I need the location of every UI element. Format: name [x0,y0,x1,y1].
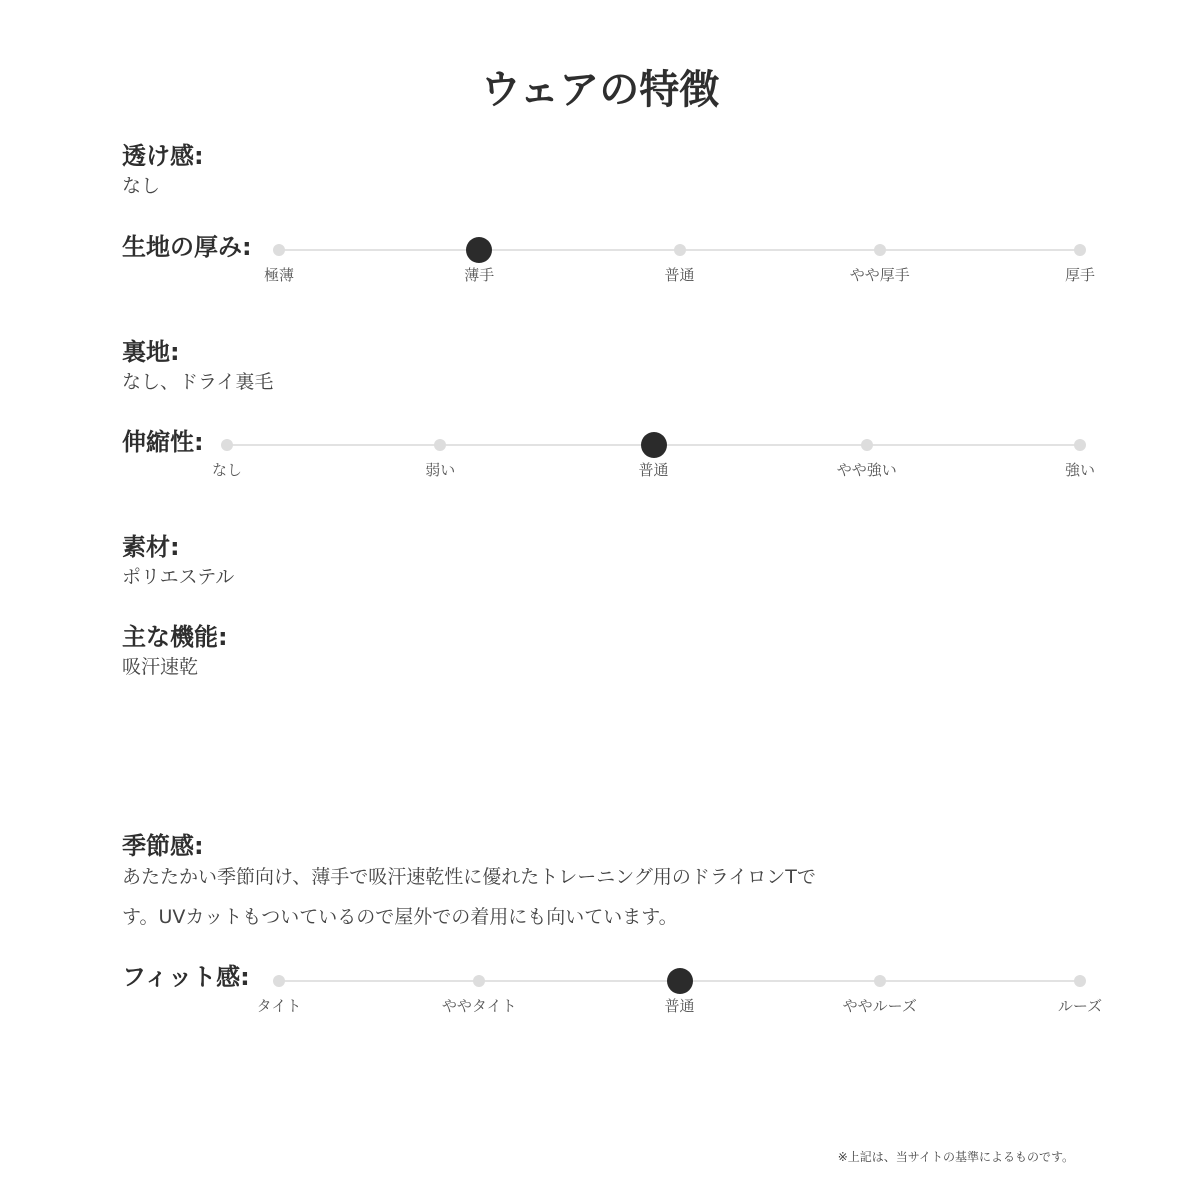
material-value: ポリエステル [122,566,235,588]
fit-option-label: 普通 [664,997,695,1015]
function-label: 主な機能: [122,623,228,651]
fit-selected-marker [667,968,693,994]
stretch-label: 伸縮性: [122,428,204,456]
stretch-scale [0,444,1200,504]
thickness-option-dot [273,244,285,256]
thickness-option-label: やや厚手 [849,266,910,284]
fit-option-label: ルーズ [1057,997,1103,1015]
season-description-line-2: す。UVカットもついているので屋外での着用にも向いています。 [122,906,678,928]
stretch-option-label: 弱い [425,461,456,479]
fit-option-dot [473,975,485,987]
fit-label: フィット感: [122,963,250,991]
season-description-line-1: あたたかい季節向け、薄手で吸汗速乾性に優れたトレーニング用のドライロンTで [122,866,816,888]
stretch-option-dot [221,439,233,451]
stretch-selected-marker [641,432,667,458]
lining-label: 裏地: [122,338,180,366]
footnote: ※上記は、当サイトの基準によるものです。 [837,1150,1074,1164]
stretch-option-dot [861,439,873,451]
season-label: 季節感: [122,832,204,860]
thickness-option-label: 厚手 [1064,266,1095,284]
fit-option-dot [1074,975,1086,987]
stretch-option-dot [1074,439,1086,451]
material-label: 素材: [122,533,180,561]
stretch-option-dot [434,439,446,451]
thickness-scale [0,249,1200,309]
thickness-option-dot [674,244,686,256]
lining-value: なし、ドライ裏毛 [122,371,274,393]
thickness-option-label: 普通 [664,266,695,284]
fit-option-label: ややルーズ [842,997,917,1015]
thickness-option-dot [1074,244,1086,256]
transparency-label: 透け感: [122,142,204,170]
stretch-option-label: やや強い [836,461,897,479]
page-title: ウェアの特徴 [480,67,720,113]
stretch-option-label: 強い [1064,461,1095,479]
fit-option-dot [273,975,285,987]
fit-scale [0,980,1200,1040]
fit-option-dot [874,975,886,987]
thickness-option-label: 薄手 [464,266,495,284]
thickness-option-dot [874,244,886,256]
fit-option-label: ややタイト [441,997,517,1015]
thickness-option-label: 極薄 [263,266,294,284]
thickness-label: 生地の厚み: [122,233,252,261]
stretch-option-label: 普通 [638,461,669,479]
transparency-value: なし [122,175,161,197]
thickness-selected-marker [466,237,492,263]
stretch-option-label: なし [211,461,242,479]
function-value: 吸汗速乾 [122,656,199,678]
fit-option-label: タイト [256,997,302,1015]
